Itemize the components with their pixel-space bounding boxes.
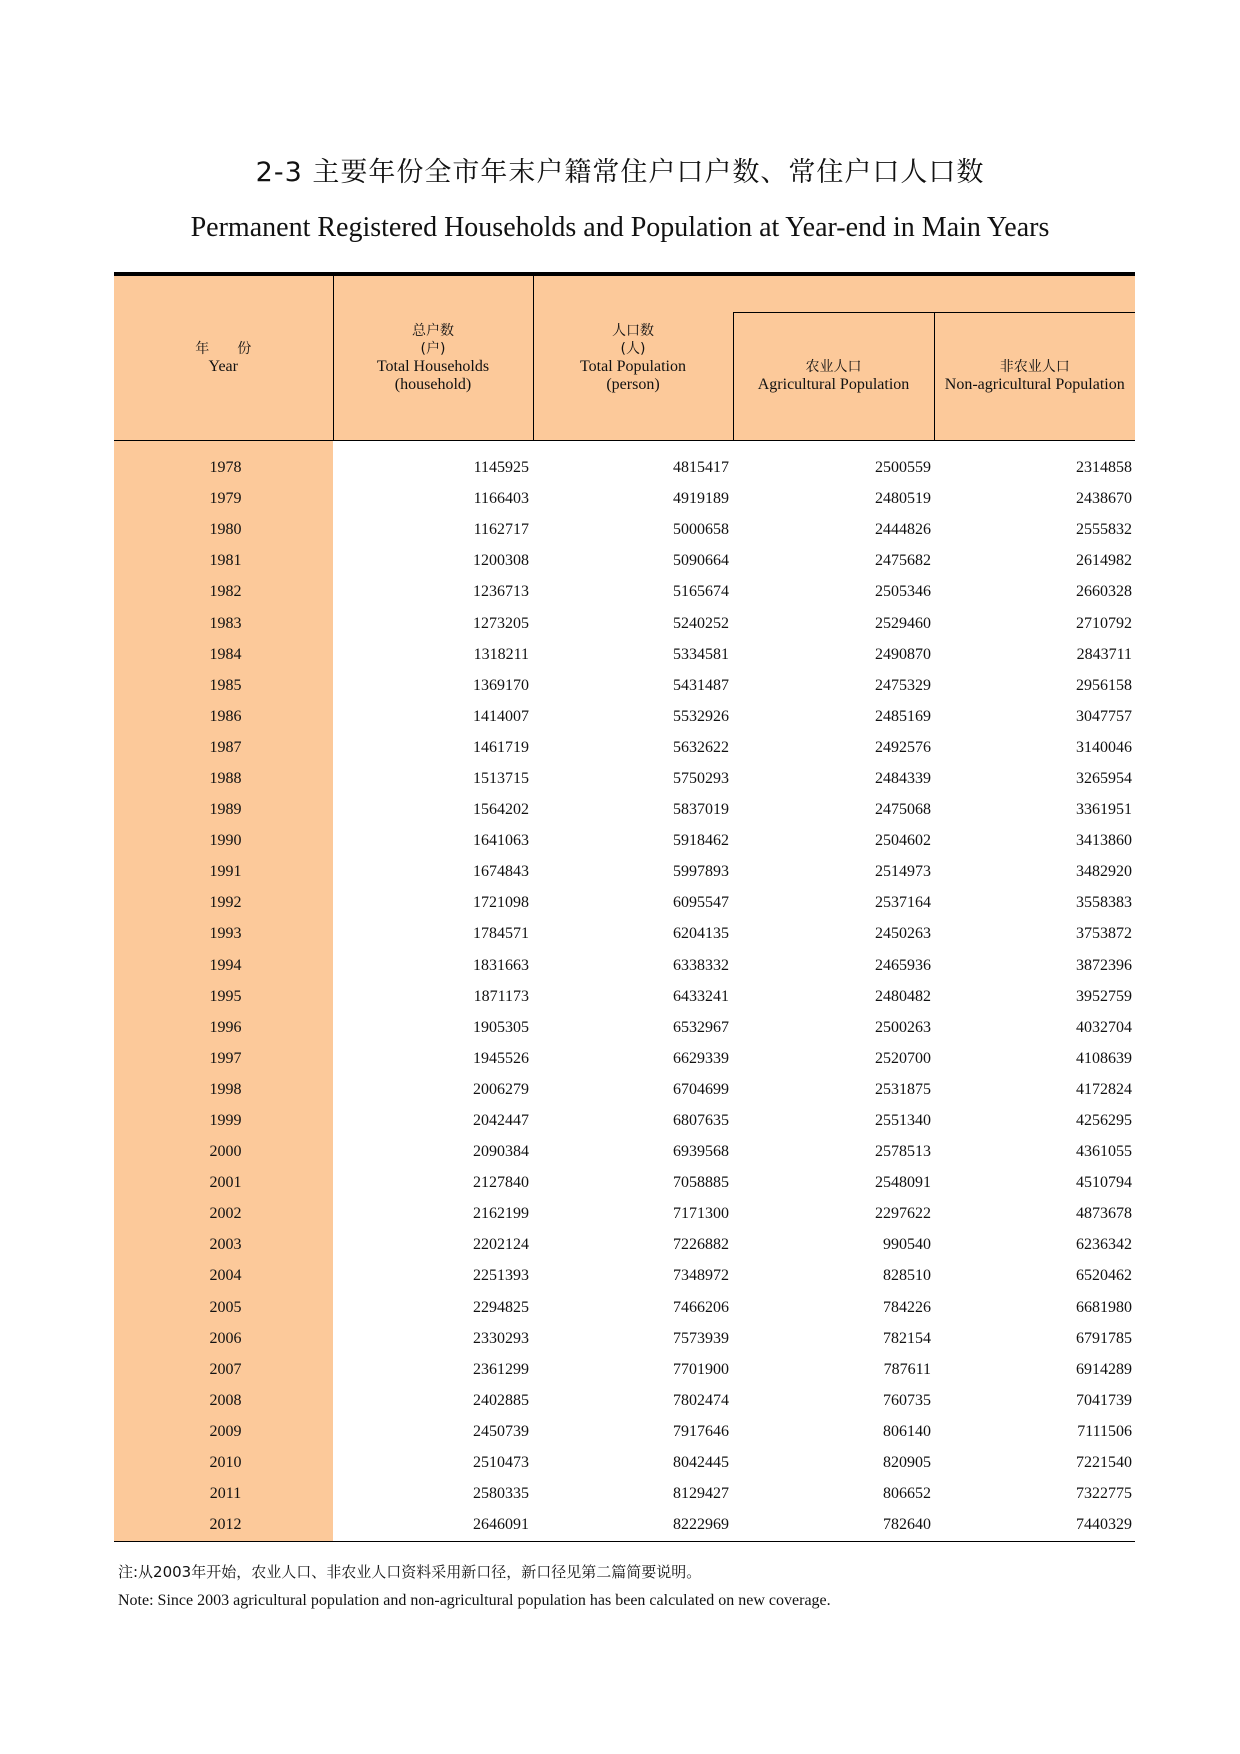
cell-nonagricultural: 7322775	[1076, 1485, 1132, 1503]
cell-year: 1994	[114, 950, 333, 981]
cell-households: 2202124	[473, 1236, 529, 1254]
header-nonagricultural-en: Non-agricultural Population	[944, 376, 1125, 394]
table-spacer-row	[114, 440, 1135, 453]
cell-nonagricultural: 4032704	[1076, 1018, 1132, 1036]
table-row	[114, 608, 1135, 639]
table-row	[114, 1448, 1135, 1479]
cell-nonagricultural: 3413860	[1076, 832, 1132, 850]
table-row	[114, 981, 1135, 1012]
cell-nonagricultural: 3952759	[1076, 987, 1132, 1005]
table-row	[114, 1230, 1135, 1261]
cell-year: 2012	[114, 1510, 333, 1541]
cell-agricultural: 2450263	[875, 925, 931, 943]
cell-year: 1989	[114, 795, 333, 826]
cell-nonagricultural: 6520462	[1076, 1267, 1132, 1285]
cell-nonagricultural: 2555832	[1076, 521, 1132, 539]
cell-households: 1200308	[473, 552, 529, 570]
header-households	[333, 276, 533, 440]
table-row	[114, 1043, 1135, 1074]
cell-year: 1997	[114, 1043, 333, 1074]
cell-nonagricultural: 6791785	[1076, 1329, 1132, 1347]
table-row	[114, 1323, 1135, 1354]
cell-households: 1721098	[473, 894, 529, 912]
cell-households: 1674843	[473, 863, 529, 881]
cell-agricultural: 2475068	[875, 801, 931, 819]
header-population-unit-cn: (人)	[620, 340, 646, 357]
table-row	[114, 732, 1135, 763]
cell-nonagricultural: 6236342	[1076, 1236, 1132, 1254]
cell-agricultural: 2551340	[875, 1112, 931, 1130]
table-row	[114, 453, 1135, 484]
cell-nonagricultural: 4361055	[1076, 1143, 1132, 1161]
cell-agricultural: 2484339	[875, 769, 931, 787]
cell-year: 2003	[114, 1230, 333, 1261]
cell-population: 7171300	[673, 1205, 729, 1223]
cell-agricultural: 806140	[883, 1422, 931, 1440]
cell-households: 2510473	[473, 1454, 529, 1472]
cell-agricultural: 990540	[883, 1236, 931, 1254]
cell-agricultural: 2465936	[875, 956, 931, 974]
header-nonagricultural	[934, 313, 1135, 440]
cell-year: 2002	[114, 1199, 333, 1230]
table-row	[114, 857, 1135, 888]
cell-households: 1273205	[473, 614, 529, 632]
table-row	[114, 577, 1135, 608]
cell-population: 6532967	[673, 1018, 729, 1036]
cell-households: 2042447	[473, 1112, 529, 1130]
table-row	[114, 639, 1135, 670]
cell-agricultural: 2548091	[875, 1174, 931, 1192]
page-title-cn: 2-3 主要年份全市年末户籍常住户口户数、常住户口人口数	[255, 157, 985, 188]
cell-population: 6629339	[673, 1049, 729, 1067]
cell-population: 7701900	[673, 1360, 729, 1378]
table-row	[114, 1479, 1135, 1510]
table-row	[114, 763, 1135, 794]
table-row	[114, 484, 1135, 515]
table-body	[114, 440, 1135, 1541]
footnote-cn: 注:从2003年开始，农业人口、非农业人口资料采用新口径，新口径见第二篇简要说明。	[118, 1563, 702, 1581]
cell-households: 1905305	[473, 1018, 529, 1036]
header-households-en: Total Households	[376, 357, 490, 375]
header-households-unit-en: (household)	[394, 375, 472, 393]
cell-population: 7802474	[673, 1391, 729, 1409]
cell-population: 6939568	[673, 1143, 729, 1161]
table-row	[114, 950, 1135, 981]
header-agricultural-en: Agricultural Population	[757, 376, 910, 394]
cell-nonagricultural: 2314858	[1076, 459, 1132, 477]
cell-nonagricultural: 6914289	[1076, 1360, 1132, 1378]
cell-nonagricultural: 3482920	[1076, 863, 1132, 881]
cell-year: 1981	[114, 546, 333, 577]
cell-agricultural: 806652	[883, 1485, 931, 1503]
cell-population: 5165674	[673, 583, 729, 601]
table-row	[114, 919, 1135, 950]
cell-nonagricultural: 4510794	[1076, 1174, 1132, 1192]
cell-year: 1990	[114, 826, 333, 857]
cell-agricultural: 787611	[883, 1360, 931, 1378]
cell-nonagricultural: 3265954	[1076, 769, 1132, 787]
cell-agricultural: 2504602	[875, 832, 931, 850]
cell-population: 7348972	[673, 1267, 729, 1285]
cell-nonagricultural: 6681980	[1076, 1298, 1132, 1316]
table-row	[114, 1354, 1135, 1385]
cell-households: 1831663	[473, 956, 529, 974]
cell-households: 2450739	[473, 1422, 529, 1440]
cell-year: 1988	[114, 763, 333, 794]
table-row	[114, 1292, 1135, 1323]
cell-nonagricultural: 3558383	[1076, 894, 1132, 912]
cell-nonagricultural: 2956158	[1076, 676, 1132, 694]
cell-nonagricultural: 3361951	[1076, 801, 1132, 819]
cell-households: 2580335	[473, 1485, 529, 1503]
cell-population: 6807635	[673, 1112, 729, 1130]
table-row	[114, 670, 1135, 701]
cell-year: 1998	[114, 1074, 333, 1105]
table-row	[114, 1137, 1135, 1168]
cell-nonagricultural: 2614982	[1076, 552, 1132, 570]
table-row	[114, 1385, 1135, 1416]
cell-year: 1999	[114, 1105, 333, 1136]
cell-year: 2004	[114, 1261, 333, 1292]
cell-population: 5750293	[673, 769, 729, 787]
cell-year: 2008	[114, 1385, 333, 1416]
cell-population: 7917646	[673, 1422, 729, 1440]
cell-households: 2251393	[473, 1267, 529, 1285]
cell-agricultural: 2480519	[875, 490, 931, 508]
table-row	[114, 701, 1135, 732]
cell-year: 2011	[114, 1479, 333, 1510]
page-title-en: Permanent Registered Households and Population at Year-end in Main Years	[190, 212, 1050, 243]
header-year-cn: 年 份	[195, 340, 252, 357]
cell-population: 5632622	[673, 738, 729, 756]
table-row	[114, 795, 1135, 826]
cell-population: 5918462	[673, 832, 729, 850]
cell-nonagricultural: 2438670	[1076, 490, 1132, 508]
cell-agricultural: 2500559	[875, 459, 931, 477]
cell-nonagricultural: 2710792	[1076, 614, 1132, 632]
cell-nonagricultural: 3140046	[1076, 738, 1132, 756]
cell-nonagricultural: 4108639	[1076, 1049, 1132, 1067]
cell-households: 1166403	[473, 490, 529, 508]
cell-population: 7226882	[673, 1236, 729, 1254]
table-row	[114, 1199, 1135, 1230]
cell-agricultural: 2514973	[875, 863, 931, 881]
cell-population: 5837019	[673, 801, 729, 819]
cell-year: 1986	[114, 701, 333, 732]
cell-households: 1145925	[473, 459, 529, 477]
cell-agricultural: 760735	[883, 1391, 931, 1409]
cell-population: 7466206	[673, 1298, 729, 1316]
cell-year: 1979	[114, 484, 333, 515]
cell-population: 6338332	[673, 956, 729, 974]
footnote-en: Note: Since 2003 agricultural population and non-agricultural population has been calculated on new coverage.	[118, 1592, 831, 1609]
cell-year: 1993	[114, 919, 333, 950]
cell-households: 2162199	[473, 1205, 529, 1223]
cell-nonagricultural: 7041739	[1076, 1391, 1132, 1409]
cell-households: 2294825	[473, 1298, 529, 1316]
cell-year: 1983	[114, 608, 333, 639]
cell-agricultural: 782154	[883, 1329, 931, 1347]
header-population-unit-en: (person)	[606, 375, 660, 393]
cell-year: 2007	[114, 1354, 333, 1385]
cell-agricultural: 2485169	[875, 707, 931, 725]
cell-population: 4815417	[673, 459, 729, 477]
cell-agricultural: 2505346	[875, 583, 931, 601]
cell-population: 7573939	[673, 1329, 729, 1347]
cell-households: 1318211	[473, 645, 529, 663]
cell-population: 6433241	[673, 987, 729, 1005]
cell-agricultural: 2480482	[875, 987, 931, 1005]
header-nonagricultural-cn: 非农业人口	[999, 359, 1070, 376]
cell-population: 5334581	[673, 645, 729, 663]
cell-year: 1987	[114, 732, 333, 763]
cell-agricultural: 2475682	[875, 552, 931, 570]
table-row	[114, 888, 1135, 919]
cell-households: 2646091	[473, 1516, 529, 1534]
cell-year: 1978	[114, 453, 333, 484]
header-population-en: Total Population	[580, 357, 686, 375]
cell-households: 1564202	[473, 801, 529, 819]
cell-population: 4919189	[673, 490, 729, 508]
cell-nonagricultural: 7440329	[1076, 1516, 1132, 1534]
cell-year: 1992	[114, 888, 333, 919]
cell-nonagricultural: 4873678	[1076, 1205, 1132, 1223]
cell-households: 2402885	[473, 1391, 529, 1409]
header-population-breakdown-band	[733, 276, 1135, 313]
cell-year: 1985	[114, 670, 333, 701]
cell-households: 2090384	[473, 1143, 529, 1161]
cell-households: 2006279	[473, 1080, 529, 1098]
cell-households: 2361299	[473, 1360, 529, 1378]
cell-population: 8042445	[673, 1454, 729, 1472]
cell-year: 2005	[114, 1292, 333, 1323]
cell-population: 6095547	[673, 894, 729, 912]
cell-population: 6204135	[673, 925, 729, 943]
cell-agricultural: 2578513	[875, 1143, 931, 1161]
cell-nonagricultural: 3047757	[1076, 707, 1132, 725]
table-row	[114, 1510, 1135, 1541]
cell-households: 1641063	[473, 832, 529, 850]
cell-agricultural: 820905	[883, 1454, 931, 1472]
cell-households: 2330293	[473, 1329, 529, 1347]
cell-year: 1991	[114, 857, 333, 888]
cell-agricultural: 828510	[883, 1267, 931, 1285]
cell-year: 1982	[114, 577, 333, 608]
cell-nonagricultural: 7111506	[1077, 1422, 1132, 1440]
cell-households: 1461719	[473, 738, 529, 756]
cell-year: 2001	[114, 1168, 333, 1199]
cell-population: 5431487	[673, 676, 729, 694]
cell-households: 1945526	[473, 1049, 529, 1067]
cell-year: 1995	[114, 981, 333, 1012]
cell-nonagricultural: 3872396	[1076, 956, 1132, 974]
cell-population: 5532926	[673, 707, 729, 725]
cell-nonagricultural: 4172824	[1076, 1080, 1132, 1098]
data-table	[114, 276, 1135, 1541]
table-row	[114, 1074, 1135, 1105]
cell-agricultural: 2444826	[875, 521, 931, 539]
header-households-cn: 总户数	[412, 322, 454, 339]
table-row	[114, 1012, 1135, 1043]
cell-households: 1369170	[473, 676, 529, 694]
cell-year: 2000	[114, 1137, 333, 1168]
header-agricultural	[733, 313, 934, 440]
cell-households: 1414007	[473, 707, 529, 725]
table-row	[114, 1416, 1135, 1447]
cell-year: 1996	[114, 1012, 333, 1043]
cell-households: 1784571	[473, 925, 529, 943]
header-year-en: Year	[208, 357, 238, 375]
cell-agricultural: 2500263	[875, 1018, 931, 1036]
cell-agricultural: 2490870	[875, 645, 931, 663]
cell-year: 2010	[114, 1448, 333, 1479]
cell-year: 1984	[114, 639, 333, 670]
cell-population: 5240252	[673, 614, 729, 632]
cell-agricultural: 2297622	[875, 1205, 931, 1223]
cell-agricultural: 2529460	[875, 614, 931, 632]
header-households-unit-cn: (户)	[420, 340, 446, 357]
cell-agricultural: 784226	[883, 1298, 931, 1316]
data-table-container	[114, 272, 1135, 1542]
cell-nonagricultural: 7221540	[1076, 1454, 1132, 1472]
table-row	[114, 515, 1135, 546]
cell-households: 1513715	[473, 769, 529, 787]
cell-year: 1980	[114, 515, 333, 546]
cell-agricultural: 782640	[883, 1516, 931, 1534]
cell-nonagricultural: 2843711	[1076, 645, 1132, 663]
table-row	[114, 826, 1135, 857]
cell-population: 5000658	[673, 521, 729, 539]
cell-households: 1162717	[473, 521, 529, 539]
cell-population: 5090664	[673, 552, 729, 570]
table-row	[114, 1261, 1135, 1292]
cell-population: 6704699	[673, 1080, 729, 1098]
cell-population: 5997893	[673, 863, 729, 881]
header-population	[533, 276, 733, 440]
cell-agricultural: 2520700	[875, 1049, 931, 1067]
cell-population: 7058885	[673, 1174, 729, 1192]
header-year	[114, 276, 333, 440]
cell-agricultural: 2531875	[875, 1080, 931, 1098]
cell-agricultural: 2492576	[875, 738, 931, 756]
header-agricultural-cn: 农业人口	[805, 359, 862, 376]
cell-households: 1871173	[473, 987, 529, 1005]
cell-year: 2006	[114, 1323, 333, 1354]
cell-agricultural: 2537164	[875, 894, 931, 912]
cell-nonagricultural: 3753872	[1076, 925, 1132, 943]
table-row	[114, 1168, 1135, 1199]
cell-population: 8129427	[673, 1485, 729, 1503]
cell-population: 8222969	[673, 1516, 729, 1534]
cell-nonagricultural: 2660328	[1076, 583, 1132, 601]
cell-households: 2127840	[473, 1174, 529, 1192]
cell-nonagricultural: 4256295	[1076, 1112, 1132, 1130]
cell-households: 1236713	[473, 583, 529, 601]
table-row	[114, 546, 1135, 577]
cell-year: 2009	[114, 1416, 333, 1447]
header-population-cn: 人口数	[612, 322, 654, 339]
table-row	[114, 1105, 1135, 1136]
cell-agricultural: 2475329	[875, 676, 931, 694]
